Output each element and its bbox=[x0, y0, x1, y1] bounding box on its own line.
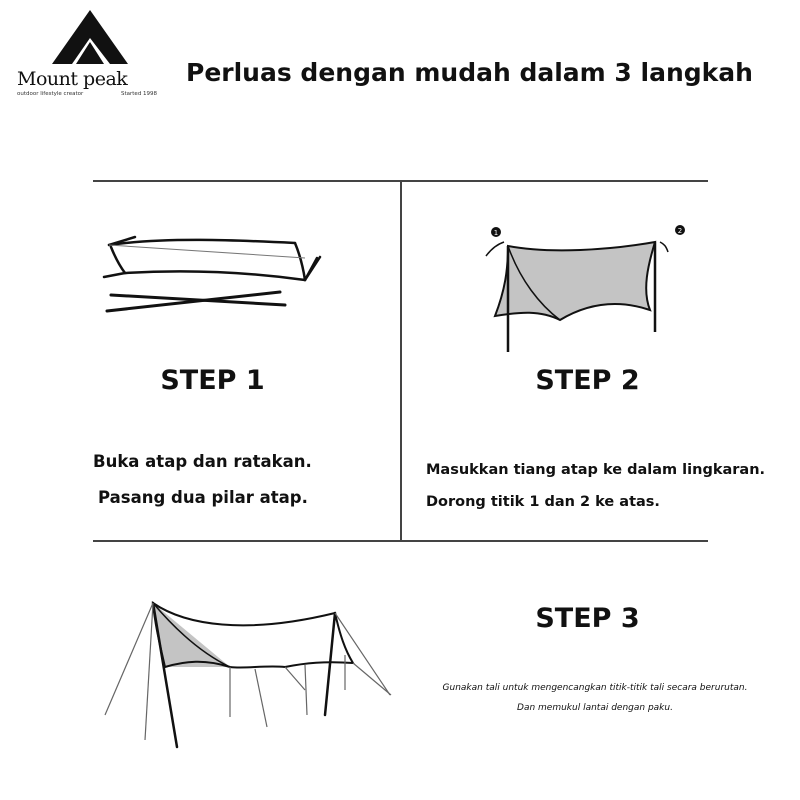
step1-title: STEP 1 bbox=[160, 365, 265, 396]
step3-line1: Gunakan tali untuk mengencangkan titik-titik tali secara berurutan. bbox=[442, 683, 748, 693]
step1-line2: Pasang dua pilar atap. bbox=[98, 488, 308, 507]
step3-illustration bbox=[95, 595, 405, 755]
step2-line1: Masukkan tiang atap ke dalam lingkaran. bbox=[426, 462, 766, 478]
brand-tagline: outdoor lifestyle creator bbox=[17, 91, 84, 97]
brand-logo bbox=[14, 8, 164, 103]
mountain-logo-icon bbox=[50, 8, 130, 66]
step1-illustration bbox=[95, 225, 330, 320]
marker-1-label: 1 bbox=[493, 229, 499, 237]
brand-since: Started 1998 bbox=[121, 91, 158, 97]
step3-line2: Dan memukul lantai dengan paku. bbox=[517, 703, 673, 713]
step2-illustration bbox=[470, 220, 700, 355]
divider-middle bbox=[93, 540, 708, 542]
divider-vertical bbox=[400, 180, 402, 540]
marker-2-label: 2 bbox=[677, 227, 683, 235]
step3-title: STEP 3 bbox=[535, 603, 640, 634]
page-title: Perluas dengan mudah dalam 3 langkah bbox=[186, 58, 753, 87]
step1-line1: Buka atap dan ratakan. bbox=[93, 452, 312, 471]
brand-name: Mount peak bbox=[17, 68, 128, 90]
step2-line2: Dorong titik 1 dan 2 ke atas. bbox=[426, 494, 660, 510]
step2-title: STEP 2 bbox=[535, 365, 640, 396]
